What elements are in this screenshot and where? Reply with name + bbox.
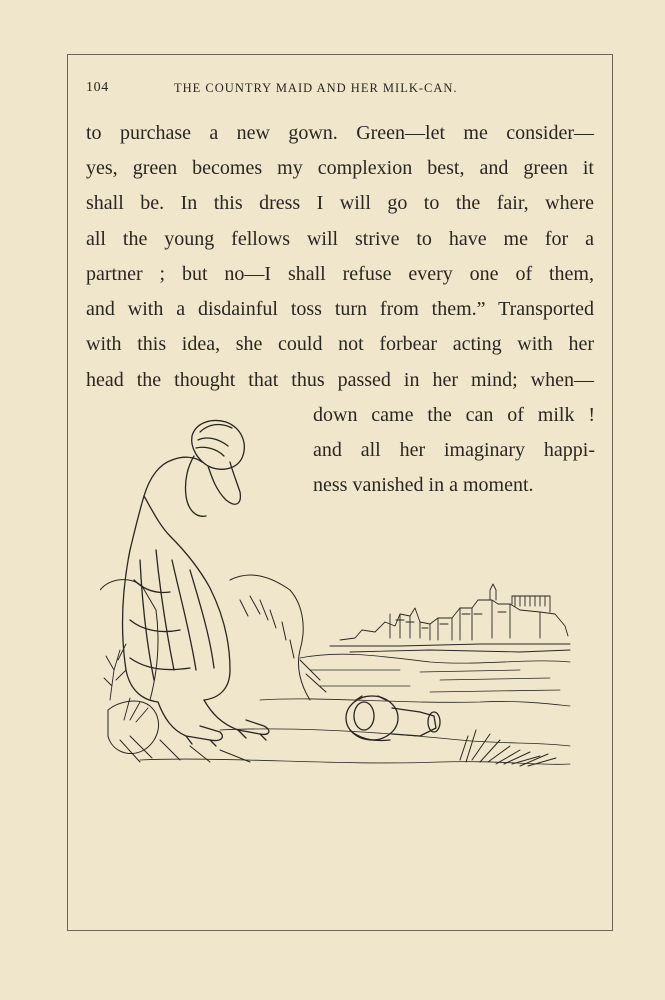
- town-skyline: [330, 584, 570, 652]
- body-line: yes, green becomes my complexion best, and green it: [86, 157, 594, 179]
- body-line: and with a disdainful toss turn from them.” Transported: [86, 298, 594, 320]
- body-line: to purchase a new gown. Green—let me consider—: [86, 122, 594, 144]
- body-line: head the thought that thus passed in her mind; when—: [86, 369, 594, 391]
- body-line: and all her imaginary happi-: [313, 439, 595, 461]
- body-line: with this idea, she could not forbear acting with her: [86, 333, 594, 355]
- body-line: ness vanished in a moment.: [313, 474, 534, 496]
- grass-tuft: [460, 730, 556, 766]
- body-line: shall be. In this dress I will go to the fair, where: [86, 192, 594, 214]
- foreground-rocks: [100, 575, 326, 762]
- body-line: partner ; but no—I shall refuse every one of them,: [86, 263, 594, 285]
- engraving-illustration: [100, 400, 580, 780]
- running-title: THE COUNTRY MAID AND HER MILK-CAN.: [174, 81, 458, 95]
- body-line: down came the can of milk !: [313, 404, 595, 426]
- body-line: all the young fellows will strive to have me for a: [86, 228, 594, 250]
- wild-plants: [104, 644, 148, 722]
- weeping-maid: [123, 421, 269, 746]
- milk-can: [346, 696, 440, 741]
- page-number: 104: [86, 80, 109, 95]
